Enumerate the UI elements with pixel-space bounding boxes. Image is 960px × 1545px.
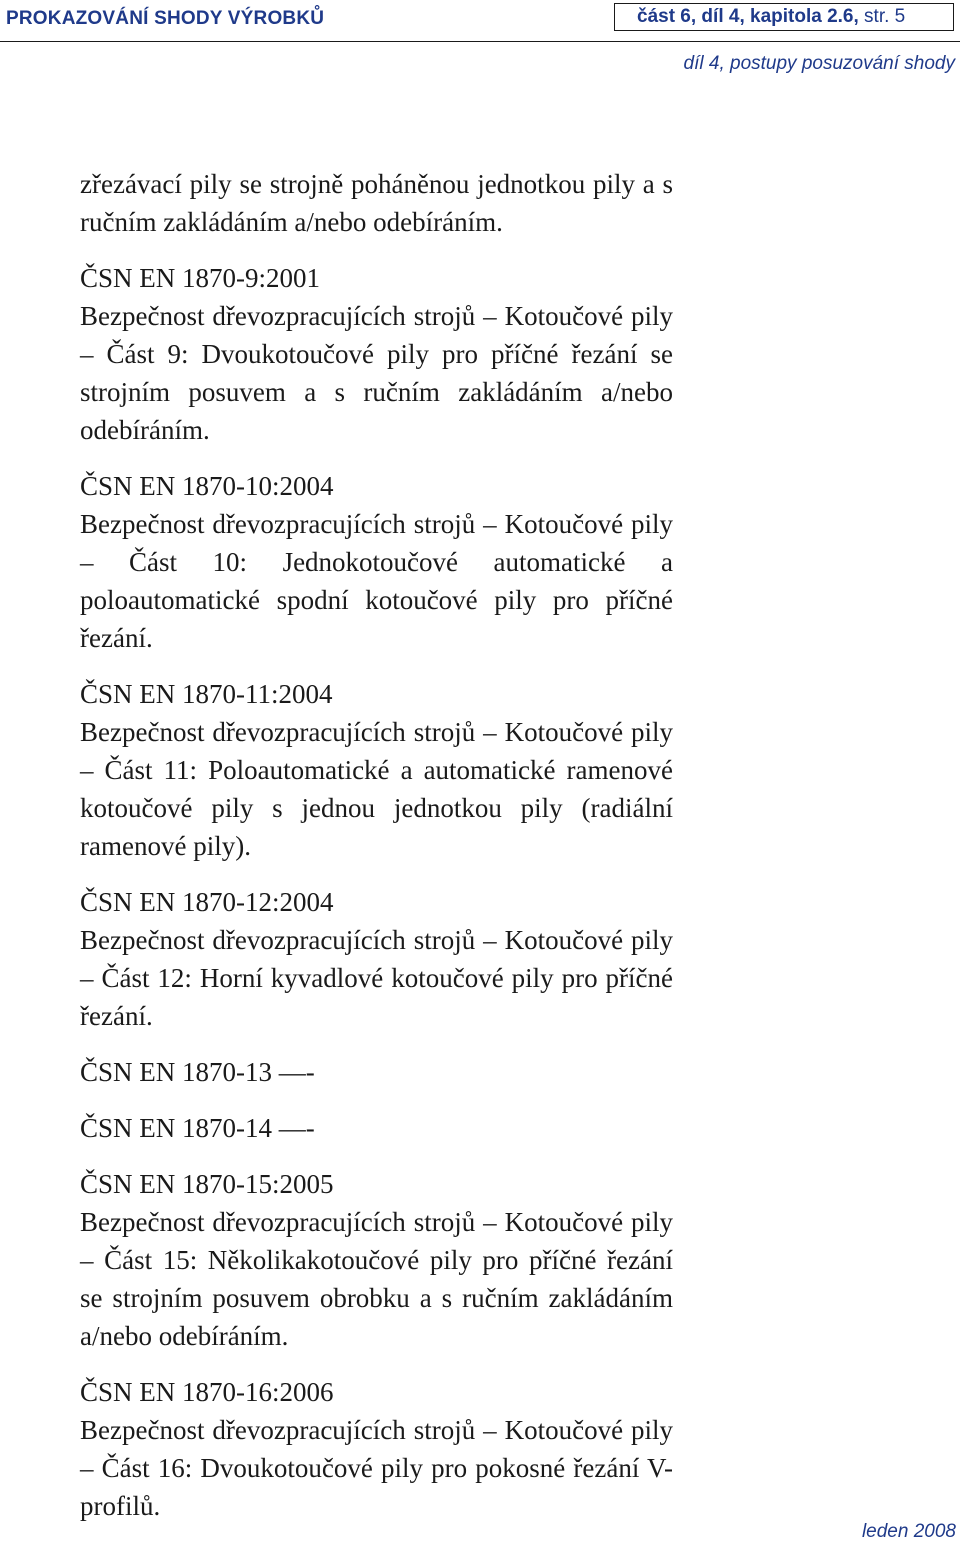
norm-code: ČSN EN 1870-13 —- [80,1057,315,1087]
norm-title: Bezpečnost dřevozpracujících strojů – Kotoučové pily – Část 11: Poloautomatické a automatické ramenové kotoučové pily s jednou jednotkou pily (radiální ramenové pily). [80,717,673,861]
norm-code: ČSN EN 1870-16:2006 [80,1377,334,1407]
page-number: str. 5 [864,6,906,27]
norm-code: ČSN EN 1870-12:2004 [80,887,334,917]
norm-entry [80,675,673,865]
norm-code: ČSN EN 1870-11:2004 [80,679,333,709]
header-divider [0,41,960,42]
norm-code: ČSN EN 1870-10:2004 [80,471,334,501]
norm-entry [80,259,673,449]
norm-title: Bezpečnost dřevozpracujících strojů – Kotoučové pily – Část 16: Dvoukotoučové pily pro pokosné řezání V-profilů. [80,1415,673,1521]
chapter-reference-box [614,3,954,31]
norm-code: ČSN EN 1870-15:2005 [80,1169,334,1199]
norm-title: Bezpečnost dřevozpracujících strojů – Kotoučové pily – Část 12: Horní kyvadlové kotoučové pily pro příčné řezání. [80,925,673,1031]
header-subtitle: díl 4, postupy posuzování shody [683,53,955,74]
document-body [80,165,673,1543]
footer-date: leden 2008 [861,1521,956,1542]
document-section-title: PROKAZOVÁNÍ SHODY VÝROBKŮ [6,8,325,29]
norm-title: Bezpečnost dřevozpracujících strojů – Kotoučové pily – Část 10: Jednokotoučové automatické a poloautomatické spodní kotoučové pily pro příčné řezání. [80,509,673,653]
norm-code: ČSN EN 1870-9:2001 [80,263,321,293]
norm-entry [80,1165,673,1355]
norm-title: Bezpečnost dřevozpracujících strojů – Kotoučové pily – Část 9: Dvoukotoučové pily pro příčné řezání se strojním posuvem a s ručním zakládáním a/nebo odebíráním. [80,301,673,445]
norm-entry [80,1109,673,1147]
chapter-reference: část 6, díl 4, kapitola 2.6, [637,6,859,27]
norm-entry [80,467,673,657]
norm-entry [80,883,673,1035]
intro-paragraph: zřezávací pily se strojně poháněnou jednotkou pily a s ručním zakládáním a/nebo odebíráním. [80,169,673,237]
norm-code: ČSN EN 1870-14 —- [80,1113,315,1143]
norm-entry [80,1053,673,1091]
norm-title: Bezpečnost dřevozpracujících strojů – Kotoučové pily – Část 15: Několikakotoučové pily pro příčné řezání se strojním posuvem obrobku a s ručním zakládáním a/nebo odebíráním. [80,1207,673,1351]
norm-entry [80,1373,673,1525]
